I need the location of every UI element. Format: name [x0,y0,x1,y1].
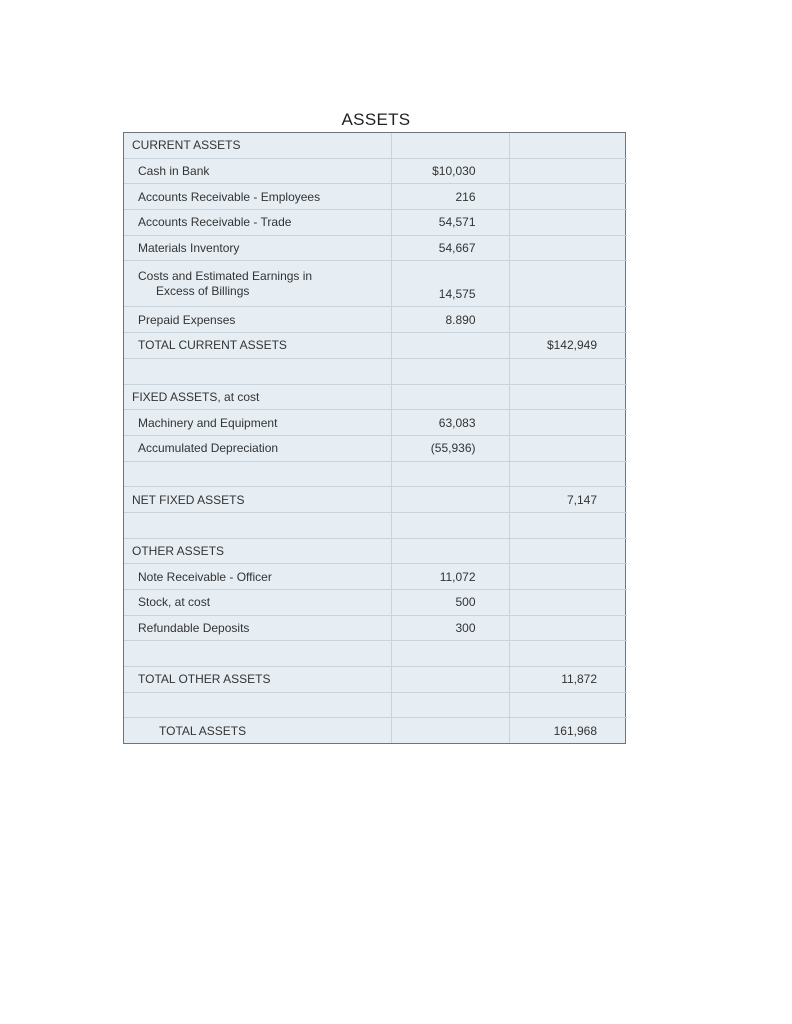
page-title: ASSETS [341,110,411,129]
row-label: Prepaid Expenses [124,307,391,333]
row-total: 11,872 [509,667,627,693]
row-total [509,410,627,436]
row-label: Cash in Bank [124,158,391,184]
row-label: CURRENT ASSETS [124,133,391,158]
row-total: 161,968 [553,723,597,738]
table-row [124,235,627,261]
row-amount [391,512,509,538]
table-row [124,184,627,210]
row-total [509,512,627,538]
row-label-line2: Excess of Billings [156,284,250,299]
row-label: TOTAL OTHER ASSETS [124,667,391,693]
row-amount: $10,030 [391,158,509,184]
table-row [124,692,627,718]
row-amount: 500 [391,590,509,616]
row-total [509,615,627,641]
row-label: Machinery and Equipment [124,410,391,436]
row-amount [391,667,509,693]
row-label-line1: Costs and Estimated Earnings in [138,269,313,284]
table-row [124,641,627,667]
row-label: Refundable Deposits [124,615,391,641]
row-total [509,564,627,590]
row-amount [391,538,509,564]
table-row [124,435,627,461]
row-total [509,261,627,307]
row-label: Note Receivable - Officer [124,564,391,590]
row-amount: 54,571 [391,210,509,236]
row-amount: 8.890 [391,307,509,333]
table-row [124,210,627,236]
row-label [124,461,391,487]
table-row [124,667,627,693]
table-row [124,564,627,590]
row-amount [391,718,509,743]
row-amount [391,133,509,158]
row-amount: 63,083 [391,410,509,436]
row-amount [391,358,509,384]
row-total [509,307,627,333]
row-label [124,692,391,718]
table-row [124,307,627,333]
row-total [509,538,627,564]
row-label [124,641,391,667]
row-amount: 54,667 [391,235,509,261]
table-row [124,358,627,384]
row-label: NET FIXED ASSETS [124,487,391,513]
row-total: $142,949 [509,333,627,359]
row-total [509,590,627,616]
row-amount: 11,072 [391,564,509,590]
row-amount [391,487,509,513]
row-label: Accounts Receivable - Trade [124,210,391,236]
row-label: Accumulated Depreciation [124,435,391,461]
table-row [124,615,627,641]
row-amount [391,461,509,487]
row-label [124,261,391,307]
row-total: 7,147 [509,487,627,513]
table-row [124,158,627,184]
table-row [124,410,627,436]
row-amount: (55,936) [391,435,509,461]
row-label [124,358,391,384]
row-label: FIXED ASSETS, at cost [124,384,391,410]
table-row [124,333,627,359]
row-total [509,210,627,236]
row-label [124,512,391,538]
row-label: OTHER ASSETS [124,538,391,564]
table-row [124,590,627,616]
row-label: TOTAL CURRENT ASSETS [124,333,391,359]
row-total [509,133,627,158]
row-label: TOTAL ASSETS [124,718,391,743]
row-label: Accounts Receivable - Employees [124,184,391,210]
row-amount: 216 [391,184,509,210]
row-total [509,158,627,184]
table-row [124,261,627,307]
row-amount: 14,575 [391,261,509,307]
row-total [509,384,627,410]
row-total [509,435,627,461]
row-amount [391,384,509,410]
table-row [124,487,627,513]
table-row [124,718,627,743]
row-total [509,184,627,210]
row-total [509,692,627,718]
row-total [509,358,627,384]
row-amount [391,333,509,359]
table-row [124,512,627,538]
row-amount: 300 [391,615,509,641]
row-total [509,235,627,261]
table-row [124,133,627,158]
row-amount [391,692,509,718]
table-row [124,461,627,487]
row-label: Stock, at cost [124,590,391,616]
assets-table [123,132,626,744]
row-label: Materials Inventory [124,235,391,261]
table-row [124,538,627,564]
row-total [509,461,627,487]
table-row [124,384,627,410]
assets-table-body [124,133,627,743]
row-total [509,641,627,667]
row-amount [391,641,509,667]
